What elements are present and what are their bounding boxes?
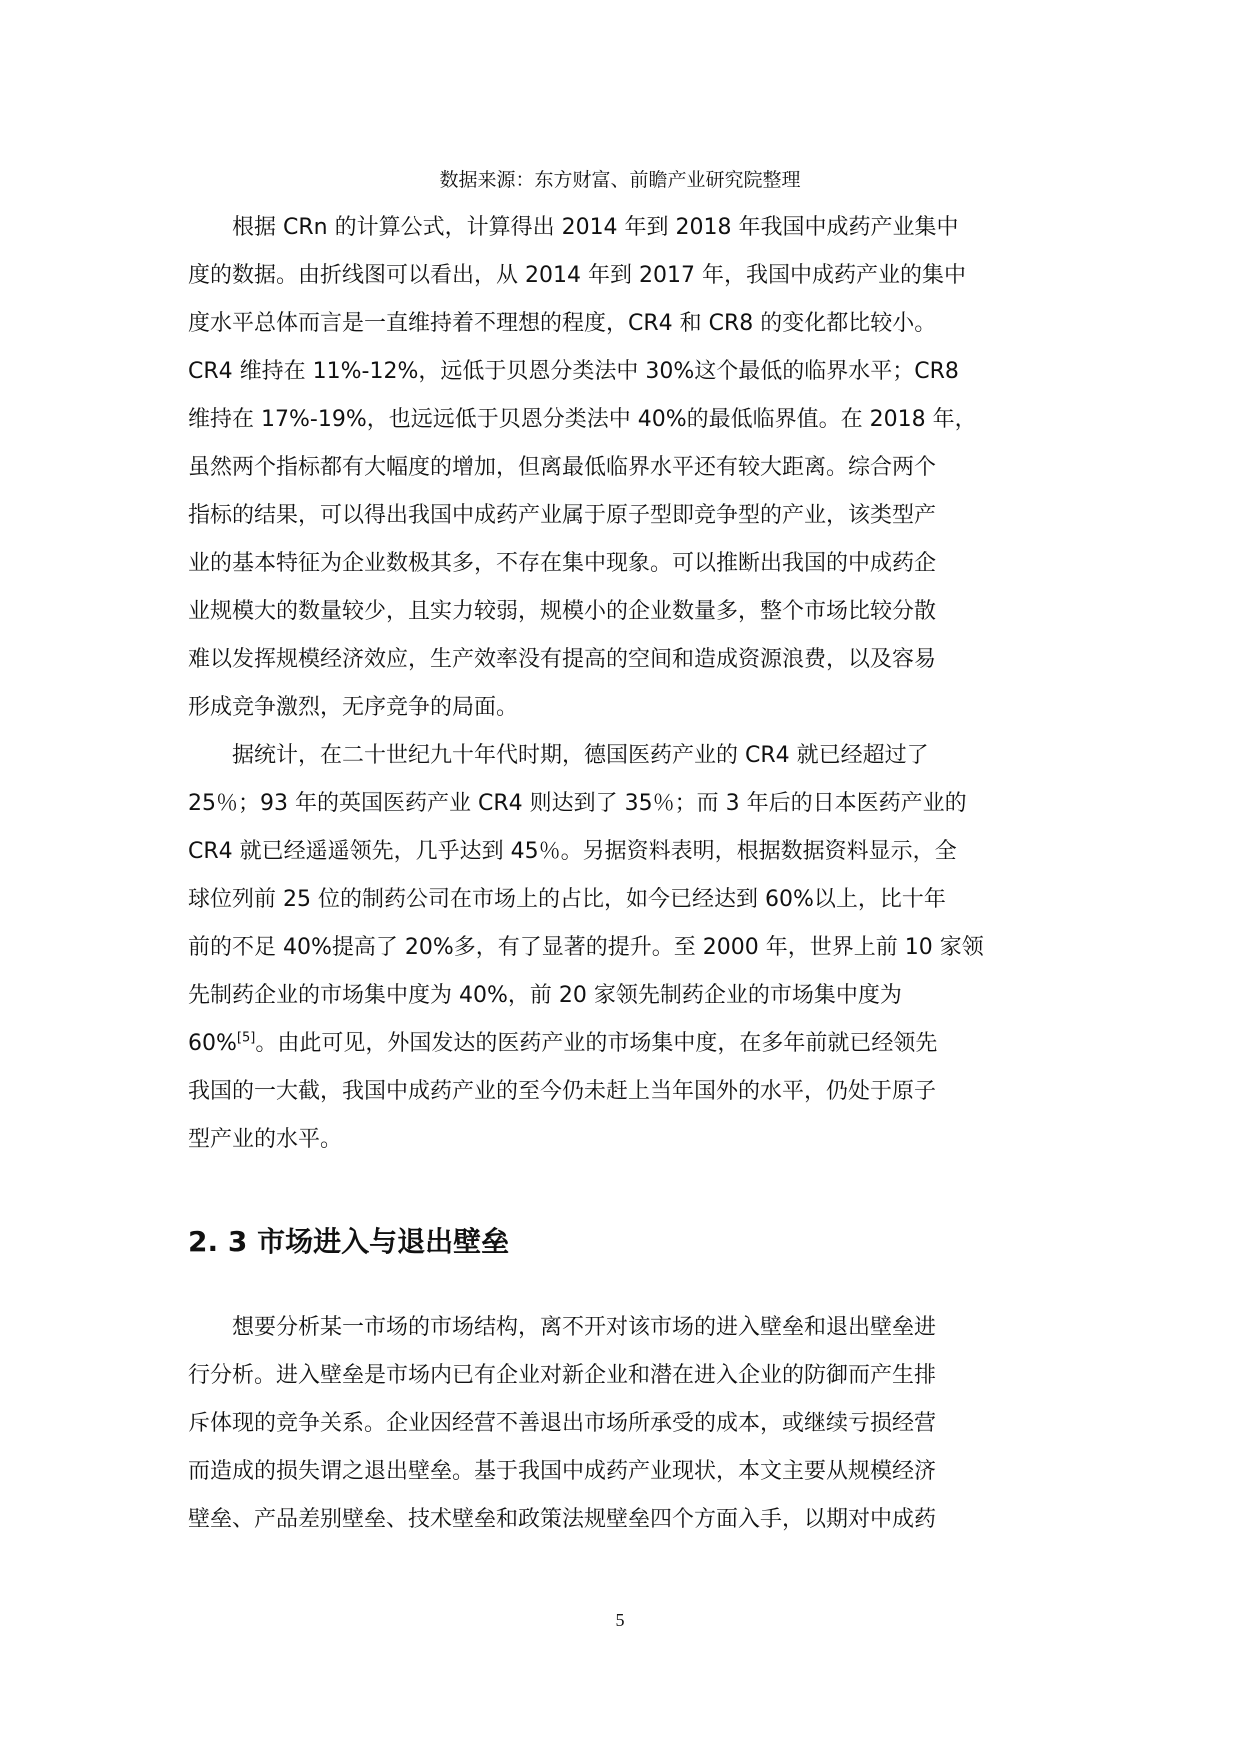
text-line: CR4 维持在 11%-12%，远低于贝恩分类法中 30%这个最低的临界水平；CR8 bbox=[188, 359, 959, 384]
text-line: 维持在 17%-19%，也远远低于贝恩分类法中 40%的最低临界值。在 2018 年， bbox=[188, 407, 977, 432]
figure-source-note: 数据来源：东方财富、前瞻产业研究院整理 bbox=[439, 169, 801, 191]
text-line: 度水平总体而言是一直维持着不理想的程度，CR4 和 CR8 的变化都比较小。 bbox=[188, 311, 937, 336]
section-heading: 2. 3 市场进入与退出壁垒 bbox=[188, 1225, 510, 1258]
text-line: 难以发挥规模经济效应，生产效率没有提高的空间和造成资源浪费，以及容易 bbox=[188, 647, 937, 672]
text-segment: 60% bbox=[188, 1031, 237, 1056]
text-segment: 。由此可见，外国发达的医药产业的市场集中度，在多年前就已经领先 bbox=[255, 1031, 938, 1056]
text-line: 先制药企业的市场集中度为 40%，前 20 家领先制药企业的市场集中度为 bbox=[188, 983, 902, 1008]
text-line: 球位列前 25 位的制药公司在市场上的占比，如今已经达到 60%以上，比十年 bbox=[188, 887, 946, 912]
text-line: 指标的结果，可以得出我国中成药产业属于原子型即竞争型的产业，该类型产 bbox=[188, 503, 937, 528]
text-line: CR4 就已经遥遥领先，几乎达到 45％。另据资料表明，根据数据资料显示，全 bbox=[188, 839, 957, 864]
text-line: 型产业的水平。 bbox=[188, 1127, 343, 1152]
text-line: 想要分析某一市场的市场结构，离不开对该市场的进入壁垒和退出壁垒进 bbox=[232, 1315, 937, 1340]
text-line: 据统计，在二十世纪九十年代时期，德国医药产业的 CR4 就已经超过了 bbox=[232, 743, 929, 768]
text-line: 斥体现的竞争关系。企业因经营不善退出市场所承受的成本，或继续亏损经营 bbox=[188, 1411, 937, 1436]
text-line-with-citation bbox=[188, 1020, 1054, 1068]
text-line: 壁垒、产品差别壁垒、技术壁垒和政策法规壁垒四个方面入手，以期对中成药 bbox=[188, 1507, 937, 1532]
text-line: 25％；93 年的英国医药产业 CR4 则达到了 35％；而 3 年后的日本医药产业的 bbox=[188, 791, 967, 816]
text-line: 形成竞争激烈，无序竞争的局面。 bbox=[188, 695, 519, 720]
page-number: 5 bbox=[615, 1610, 625, 1630]
paragraph-barriers-intro bbox=[188, 1304, 1054, 1544]
paragraph-concentration-analysis bbox=[188, 204, 1054, 732]
citation-reference: [5] bbox=[236, 1030, 256, 1046]
text-line: 我国的一大截，我国中成药产业的至今仍未赶上当年国外的水平，仍处于原子 bbox=[188, 1079, 937, 1104]
text-line: 业的基本特征为企业数极其多，不存在集中现象。可以推断出我国的中成药企 bbox=[188, 551, 937, 576]
text-line: 前的不足 40%提高了 20%多，有了显著的提升。至 2000 年，世界上前 10 家领 bbox=[188, 935, 984, 960]
text-line: 根据 CRn 的计算公式，计算得出 2014 年到 2018 年我国中成药产业集中 bbox=[232, 215, 959, 240]
text-line: 度的数据。由折线图可以看出，从 2014 年到 2017 年，我国中成药产业的集中 bbox=[188, 263, 966, 288]
paragraph-international-comparison bbox=[188, 732, 1054, 1164]
text-line: 虽然两个指标都有大幅度的增加，但离最低临界水平还有较大距离。综合两个 bbox=[188, 455, 937, 480]
text-line: 行分析。进入壁垒是市场内已有企业对新企业和潜在进入企业的防御而产生排 bbox=[188, 1363, 937, 1388]
text-line: 业规模大的数量较少，且实力较弱，规模小的企业数量多，整个市场比较分散 bbox=[188, 599, 937, 624]
text-line: 而造成的损失谓之退出壁垒。基于我国中成药产业现状，本文主要从规模经济 bbox=[188, 1459, 937, 1484]
